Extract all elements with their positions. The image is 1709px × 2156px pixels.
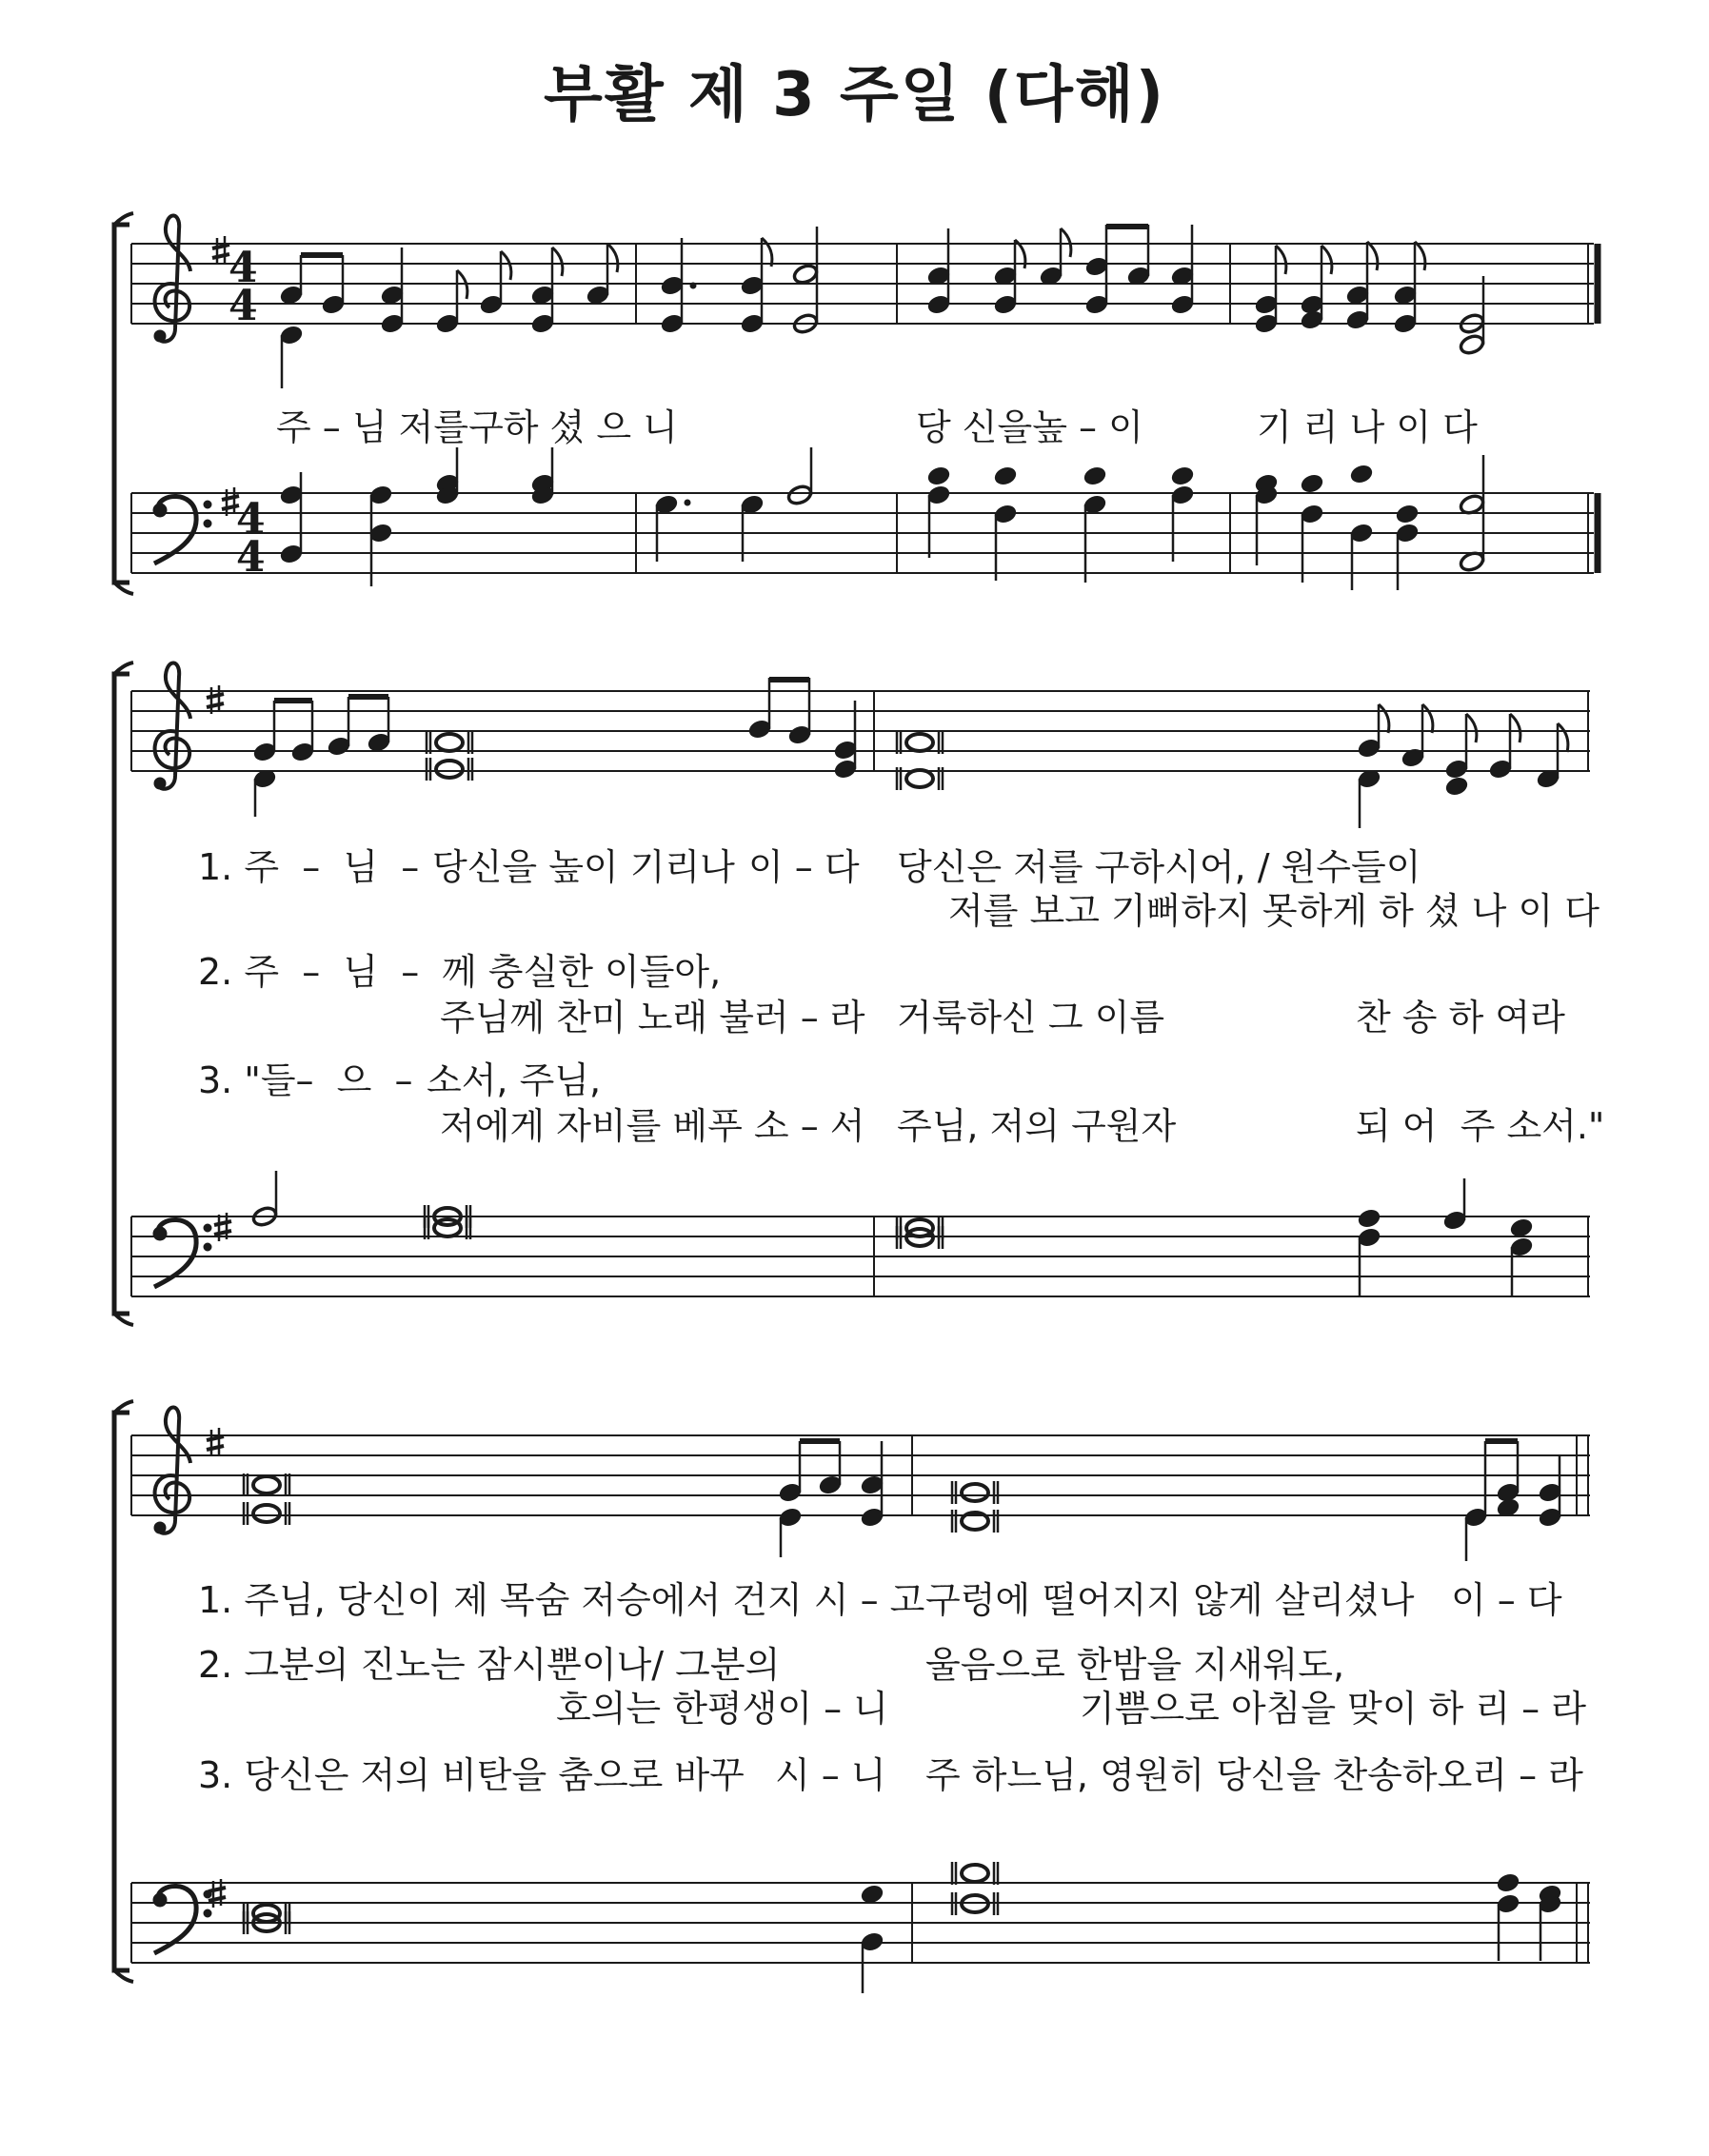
- intro-lyric-3: 기 리 나 이 다: [1257, 406, 1478, 448]
- s1-v3-b: 소서, 주님,: [427, 1059, 602, 1101]
- s1-v1-b: 당신을 높이 기리나: [432, 846, 735, 888]
- s1-v1-a: 1. 주 – 님 –: [198, 846, 420, 888]
- s1-v1-c: 이 – 다: [748, 846, 860, 888]
- s1-v3-e: 되 어 주 소서.": [1356, 1105, 1605, 1147]
- s1-v2-a: 2. 주 – 님 –: [198, 951, 420, 993]
- svg-text:4: 4: [236, 495, 266, 544]
- s2-v1-a: 1. 주님, 당신이 제 목숨 저승에서 건지 시 – 고: [198, 1579, 925, 1621]
- intro-lyric-2: 당 신을높 – 이: [916, 406, 1143, 448]
- s1-v2-b: 께 충실한 이들아,: [442, 951, 722, 993]
- s1-v3-c: 저에게 자비를 베푸 소 – 서: [440, 1105, 865, 1147]
- s2-v3-b: 시 – 니: [775, 1754, 886, 1796]
- s1-v3-a: 3. "들– 으 –: [198, 1059, 413, 1101]
- svg-text:4: 4: [229, 282, 258, 330]
- s1-v2-e: 찬 송 하 여라: [1356, 997, 1565, 1038]
- s2-v2-b: 울음으로 한밤을 지새워도,: [925, 1644, 1345, 1686]
- s1-v2-d: 거룩하신 그 이름: [897, 997, 1165, 1038]
- page-title: 부활 제 3 주일 (다해): [544, 60, 1165, 130]
- s1-v1-d: 당신은 저를 구하시어, / 원수들이: [897, 846, 1421, 888]
- s2-v2-d: 기쁨으로 아침을 맞이 하 리 – 라: [1080, 1688, 1586, 1730]
- svg-text:4: 4: [229, 244, 258, 292]
- s1-v2-c: 주님께 찬미 노래 불러 – 라: [440, 997, 865, 1038]
- s2-v2-a: 2. 그분의 진노는 잠시뿐이나/ 그분의: [198, 1644, 781, 1686]
- s2-v1-b: 구렁에 떨어지지 않게 살리셨나: [925, 1579, 1415, 1621]
- s2-v2-c: 호의는 한평생이 – 니: [556, 1688, 888, 1730]
- s1-v3-d: 주님, 저의 구원자: [897, 1105, 1177, 1147]
- s2-v3-c: 주 하느님, 영원히 당신을 찬송하오리 – 라: [925, 1754, 1583, 1796]
- intro-lyric-1: 주 – 님 저를구하 셨 으 니: [276, 406, 678, 448]
- svg-text:4: 4: [236, 533, 266, 582]
- s2-v1-c: 이 – 다: [1451, 1579, 1562, 1621]
- s2-v3-a: 3. 당신은 저의 비탄을 춤으로 바꾸: [198, 1754, 745, 1796]
- s1-v1-e: 저를 보고 기뻐하지 못하게 하 셨 나 이 다: [948, 890, 1600, 932]
